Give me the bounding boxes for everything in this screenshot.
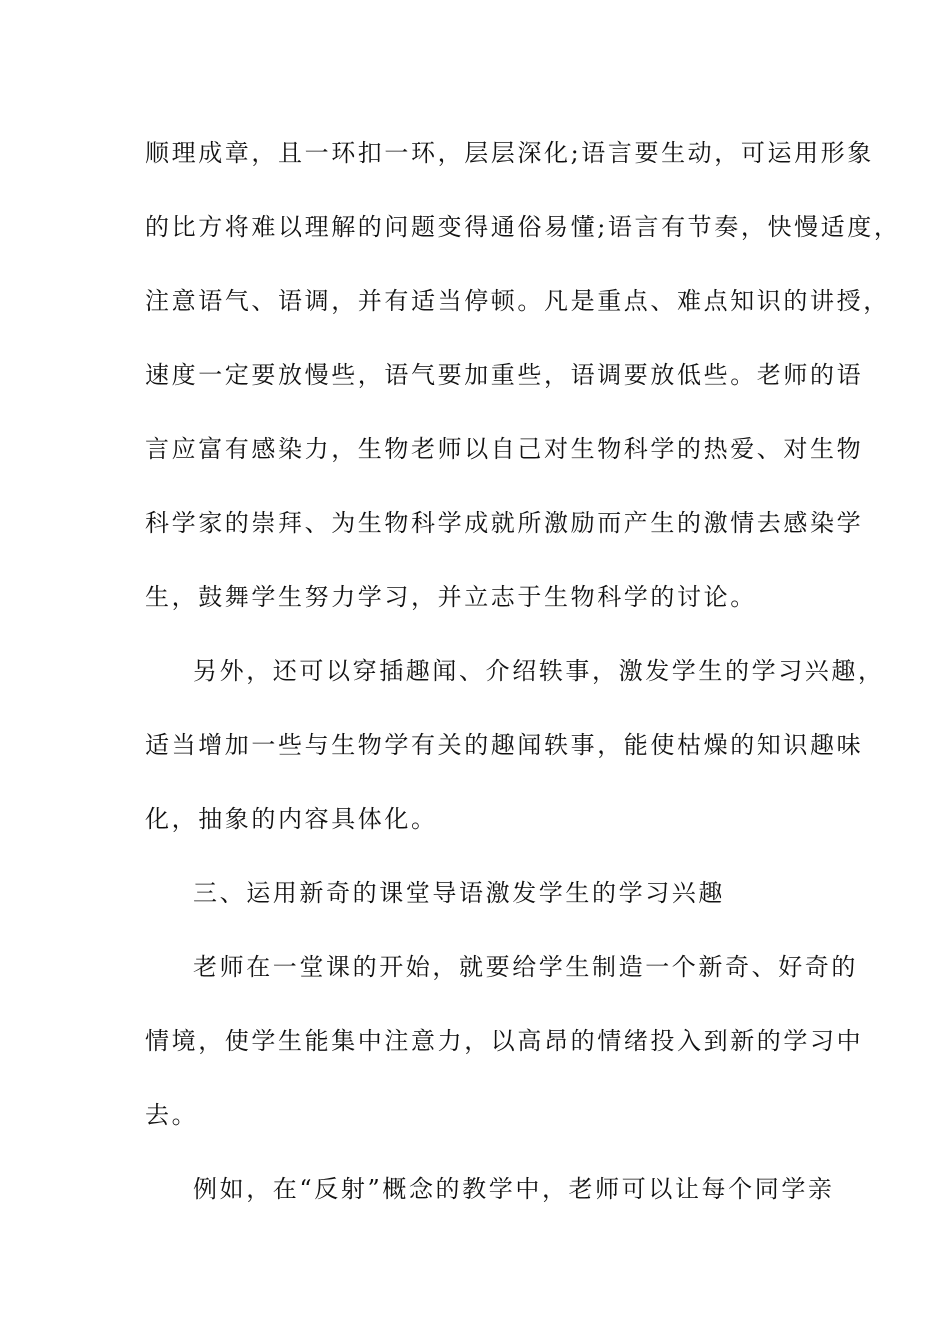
text-line: 言应富有感染力，生物老师以自己对生物科学的热爱、对生物 — [145, 435, 864, 463]
text-line: 适当增加一些与生物学有关的趣闻轶事，能使枯燥的知识趣味 — [145, 731, 864, 759]
text-line: 生，鼓舞学生努力学习，并立志于生物科学的讨论。 — [145, 583, 757, 611]
text-line: 科学家的崇拜、为生物科学成就所激励而产生的激情去感染学 — [145, 509, 864, 537]
text-line: 注意语气、语调，并有适当停顿。凡是重点、难点知识的讲授， — [145, 287, 890, 315]
section-heading: 三、运用新奇的课堂导语激发学生的学习兴趣 — [193, 879, 725, 907]
text-line: 速度一定要放慢些，语气要加重些，语调要放低些。老师的语 — [145, 361, 864, 389]
paragraph-first-line: 另外，还可以穿插趣闻、介绍轶事，激发学生的学习兴趣， — [193, 657, 885, 685]
text-line: 化，抽象的内容具体化。 — [145, 805, 438, 833]
text-line: 去。 — [145, 1101, 199, 1129]
paragraph-first-line: 老师在一堂课的开始，就要给学生制造一个新奇、好奇的 — [193, 953, 858, 981]
text-line: 情境，使学生能集中注意力，以高昂的情绪投入到新的学习中 — [145, 1027, 864, 1055]
text-line: 顺理成章，且一环扣一环，层层深化;语言要生动，可运用形象 — [145, 139, 874, 167]
text-line: 的比方将难以理解的问题变得通俗易懂;语言有节奏，快慢适度， — [145, 213, 901, 241]
paragraph-first-line: 例如，在“反射”概念的教学中，老师可以让每个同学亲 — [193, 1175, 835, 1203]
